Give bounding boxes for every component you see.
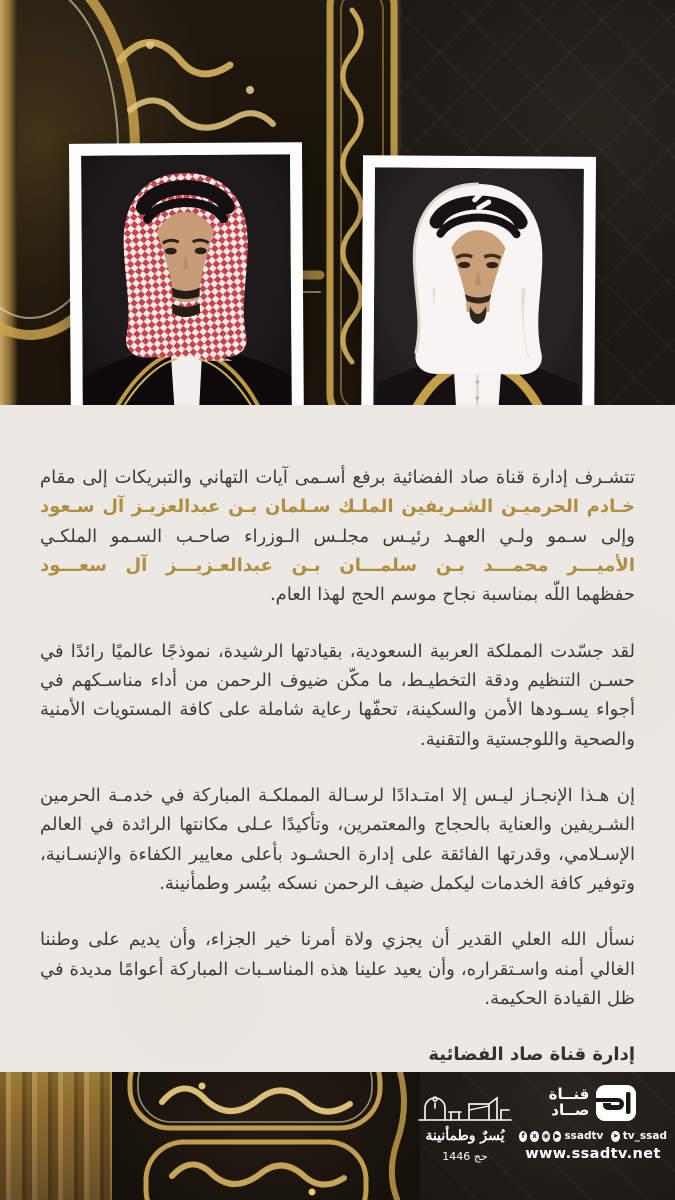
hero-kiswah-band bbox=[0, 0, 675, 405]
hajj-1446-logo bbox=[413, 1084, 517, 1163]
hajj-season-label: حج 1446 bbox=[442, 1150, 488, 1163]
kaaba-gold-door-strip bbox=[0, 1072, 112, 1200]
crown-prince-name-line: الأميـــر محمـــد بـن سلمـــان بـن عبدالعـزيـــز آل سعـــود bbox=[40, 554, 635, 576]
social-row bbox=[519, 1130, 667, 1142]
greeting-line-3: وإلى سـمو ولـي العهـد رئيـس مجلـس الـوزراء صاحـب السـمو الملكـي bbox=[40, 525, 635, 547]
king-name-line: خـادم الحرميـن الشـريفين الملـك سـلمان بـن عبدالعزيـز آل سـعود bbox=[40, 496, 635, 518]
message-body bbox=[0, 405, 675, 1072]
social-handle-main[interactable]: ssadtv bbox=[564, 1130, 604, 1142]
gold-calligraphy-cartouches-decoration bbox=[112, 1072, 420, 1200]
channel-name bbox=[549, 1087, 590, 1119]
footer-kiswah-band bbox=[0, 1072, 675, 1200]
crown-prince-portrait-photo bbox=[81, 154, 292, 405]
website-url[interactable]: www.ssadtv.net bbox=[525, 1146, 661, 1162]
channel-word-saad: صــاد bbox=[551, 1101, 590, 1119]
greeting-line-5: حفظهما اللّه بمناسبة نجاح موسم الحج لهذا العام. bbox=[269, 584, 635, 606]
saad-channel-logo-block bbox=[519, 1082, 667, 1162]
channel-word-qanat: قنــاة bbox=[548, 1085, 590, 1104]
paragraph-achievement: لقد جسّدت المملكة العربية السعودية، بقيادتها الرشيدة، نموذجًا عالميًا رائدًا في حسـن التنظيم ودقة التخطيـط، ما مكّن ضيوف الرحمن من أداء مناسـكهم في أجواء يسـودها الأمن والسكينة، تحفّها رعاية شاملة على كافة المستويات الأمنية والصحية واللوجستية والتقنية. bbox=[40, 640, 635, 750]
x-icon[interactable]: x bbox=[532, 1131, 537, 1140]
social-handle-tv[interactable]: tv_ssad bbox=[622, 1130, 667, 1142]
hajj-slogan-calligraphy: يُسرٌ وطمأنينة bbox=[425, 1128, 505, 1144]
youtube-icon[interactable]: ▶ bbox=[554, 1131, 560, 1140]
portrait-frame-king bbox=[361, 155, 596, 405]
paragraph-mission: إن هـذا الإنجـاز ليـس إلا امتـدادًا لرسـالة المملكـة المباركة في خدمـة الحرمين الشـريفين والعناية بالحجاج والمعتمرين، وتأكيدًا عـلى مكانتها الرائدة في العالم الإسـلامي، وقدرتها الفائقة على إدارة الحشـود بأعلى معايير الكفاءة والإنسـانية، وتوفير كافة الخدمات ليكمل ضيف الرحمن نسكه بيُسر وطمأنينة. bbox=[40, 784, 635, 894]
instagram-icon[interactable]: ◉ bbox=[542, 1131, 549, 1140]
signature: إدارة قناة صاد الفضائية bbox=[428, 1044, 635, 1066]
greeting-paragraph bbox=[40, 463, 635, 610]
footer-logo-zone bbox=[420, 1072, 675, 1200]
telegram-icon[interactable]: ➤ bbox=[612, 1131, 619, 1140]
greeting-line-1: تتشـرف إدارة قناة صاد الفضائية برفع أسـمى آيات التهاني والتبريكات إلى مقام bbox=[40, 467, 635, 488]
hajj-1446-mosque-kaaba-lineart-icon bbox=[417, 1084, 513, 1122]
saad-channel-sad-glyph-icon bbox=[595, 1082, 637, 1124]
facebook-icon[interactable]: f bbox=[519, 1131, 527, 1142]
paragraph-prayer: نسأل الله العلي القدير أن يجزي ولاة أمرنا خير الجزاء، وأن يديم على وطننا الغالي أمنه واسـتقراره، وأن يعيد علينا هذه المناسـبات المباركة أعوامًا مديدة في ظل القيادة الحكيمة. bbox=[40, 929, 635, 1009]
king-portrait-photo bbox=[373, 167, 584, 405]
portrait-frame-crown-prince bbox=[69, 142, 304, 405]
